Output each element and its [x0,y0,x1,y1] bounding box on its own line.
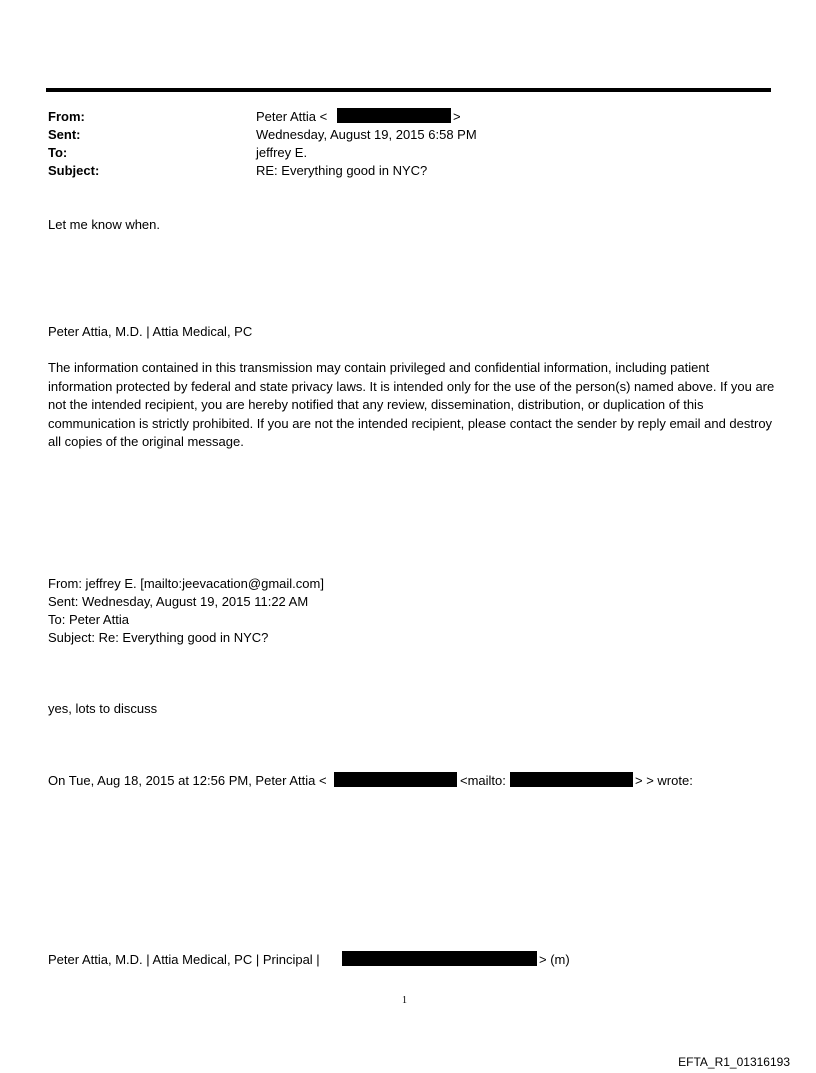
quoted-from: From: jeffrey E. [mailto:jeevacation@gmail.com] [48,576,324,591]
header-rule [46,88,771,92]
to-label: To: [48,145,68,160]
signature: Peter Attia, M.D. | Attia Medical, PC [48,324,253,339]
quoted-message: yes, lots to discuss [48,701,158,716]
from-label: From: [48,109,85,124]
disclaimer: The information contained in this transmission may contain privileged and confidential information, including patient information protected by federal and state privacy laws. It is intended only for the use of the person(s) named above. If you are not the intended recipient, you are hereby notified that any review, dissemination, distribution, or duplication of this communication is strictly prohibited. If you are not the intended recipient, please contact the sender by reply email and destroy all copies of the original message. [48,360,775,449]
quoted-sent: Sent: Wednesday, August 19, 2015 11:22 AM [48,594,309,609]
subject-label: Subject: [48,163,100,178]
reply-text: Let me know when. [48,217,161,232]
quoted-subject: Subject: Re: Everything good in NYC? [48,630,269,645]
from-bracket: > [453,109,461,124]
redaction-box [334,772,457,787]
wrote-line-prefix: On Tue, Aug 18, 2015 at 12:56 PM, Peter Attia < [48,773,327,788]
redaction-box [510,772,633,787]
from-value: Peter Attia < [256,109,328,124]
document-id: EFTA_R1_01316193 [678,1055,790,1069]
subject-value: RE: Everything good in NYC? [256,163,428,178]
wrote-line-suffix: > > wrote: [635,773,693,788]
wrote-line-mailto: <mailto: [460,773,506,788]
quoted-signature: Peter Attia, M.D. | Attia Medical, PC | Principal | [48,952,320,967]
quoted-to: To: Peter Attia [48,612,129,627]
page-number: 1 [402,995,407,1006]
sent-value: Wednesday, August 19, 2015 6:58 PM [256,127,477,142]
to-value: jeffrey E. [256,145,308,160]
redaction-box [337,108,451,123]
redaction-box [342,951,537,966]
quoted-signature-suffix: > (m) [539,952,570,967]
sent-label: Sent: [48,127,81,142]
